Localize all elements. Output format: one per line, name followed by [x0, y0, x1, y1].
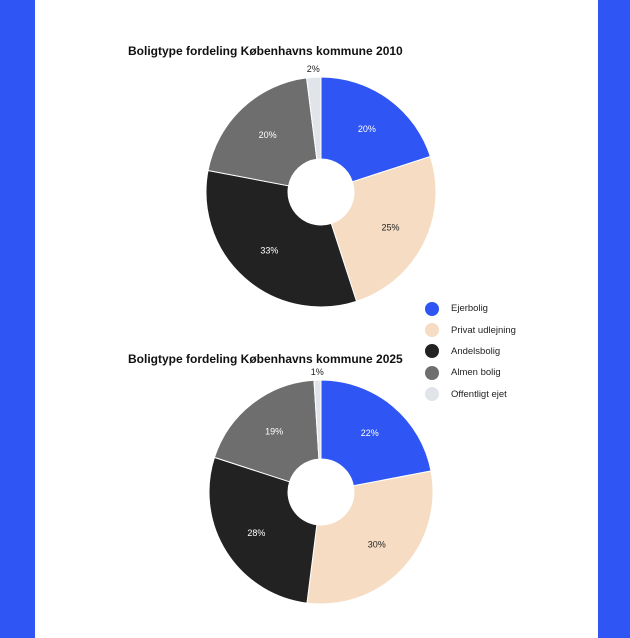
legend-item-ejerbolig — [425, 298, 516, 319]
legend-swatch-ejerbolig — [425, 302, 439, 316]
legend-item-offentligt-ejet — [425, 384, 516, 405]
legend-swatch-privat-udlejning — [425, 323, 439, 337]
pct-label-andelsbolig-2010: 33% — [260, 245, 279, 256]
chart-title-2025: Boligtype fordeling Københavns kommune 2025 — [128, 352, 403, 366]
pct-label-andelsbolig-2025: 28% — [247, 527, 266, 538]
pct-label-offentligt-ejet-2010: 2% — [306, 64, 320, 75]
legend-item-privat-udlejning — [425, 319, 516, 340]
pct-label-ejerbolig-2010: 20% — [357, 123, 376, 134]
legend-label-ejerbolig: Ejerbolig — [451, 303, 488, 315]
legend-swatch-almen-bolig — [425, 366, 439, 380]
legend-label-privat-udlejning: Privat udlejning — [451, 324, 516, 336]
pct-label-privat-udlejning-2010: 25% — [381, 222, 400, 233]
pct-label-privat-udlejning-2025: 30% — [367, 539, 386, 550]
legend-item-almen-bolig — [425, 362, 516, 383]
legend-label-andelsbolig: Andelsbolig — [451, 345, 501, 357]
chart-title-2010: Boligtype fordeling Københavns kommune 2010 — [128, 44, 403, 58]
legend-label-offentligt-ejet: Offentligt ejet — [451, 388, 507, 400]
pct-label-almen-bolig-2010: 20% — [258, 130, 277, 141]
chart-legend — [425, 298, 516, 405]
legend-swatch-andelsbolig — [425, 344, 439, 358]
pct-label-offentligt-ejet-2025: 1% — [310, 367, 324, 378]
legend-item-andelsbolig — [425, 341, 516, 362]
pct-label-ejerbolig-2025: 22% — [360, 428, 379, 439]
legend-label-almen-bolig: Almen bolig — [451, 367, 501, 379]
pct-label-almen-bolig-2025: 19% — [265, 426, 284, 437]
slice-privat-udlejning-2025 — [307, 471, 433, 604]
legend-swatch-offentligt-ejet — [425, 387, 439, 401]
